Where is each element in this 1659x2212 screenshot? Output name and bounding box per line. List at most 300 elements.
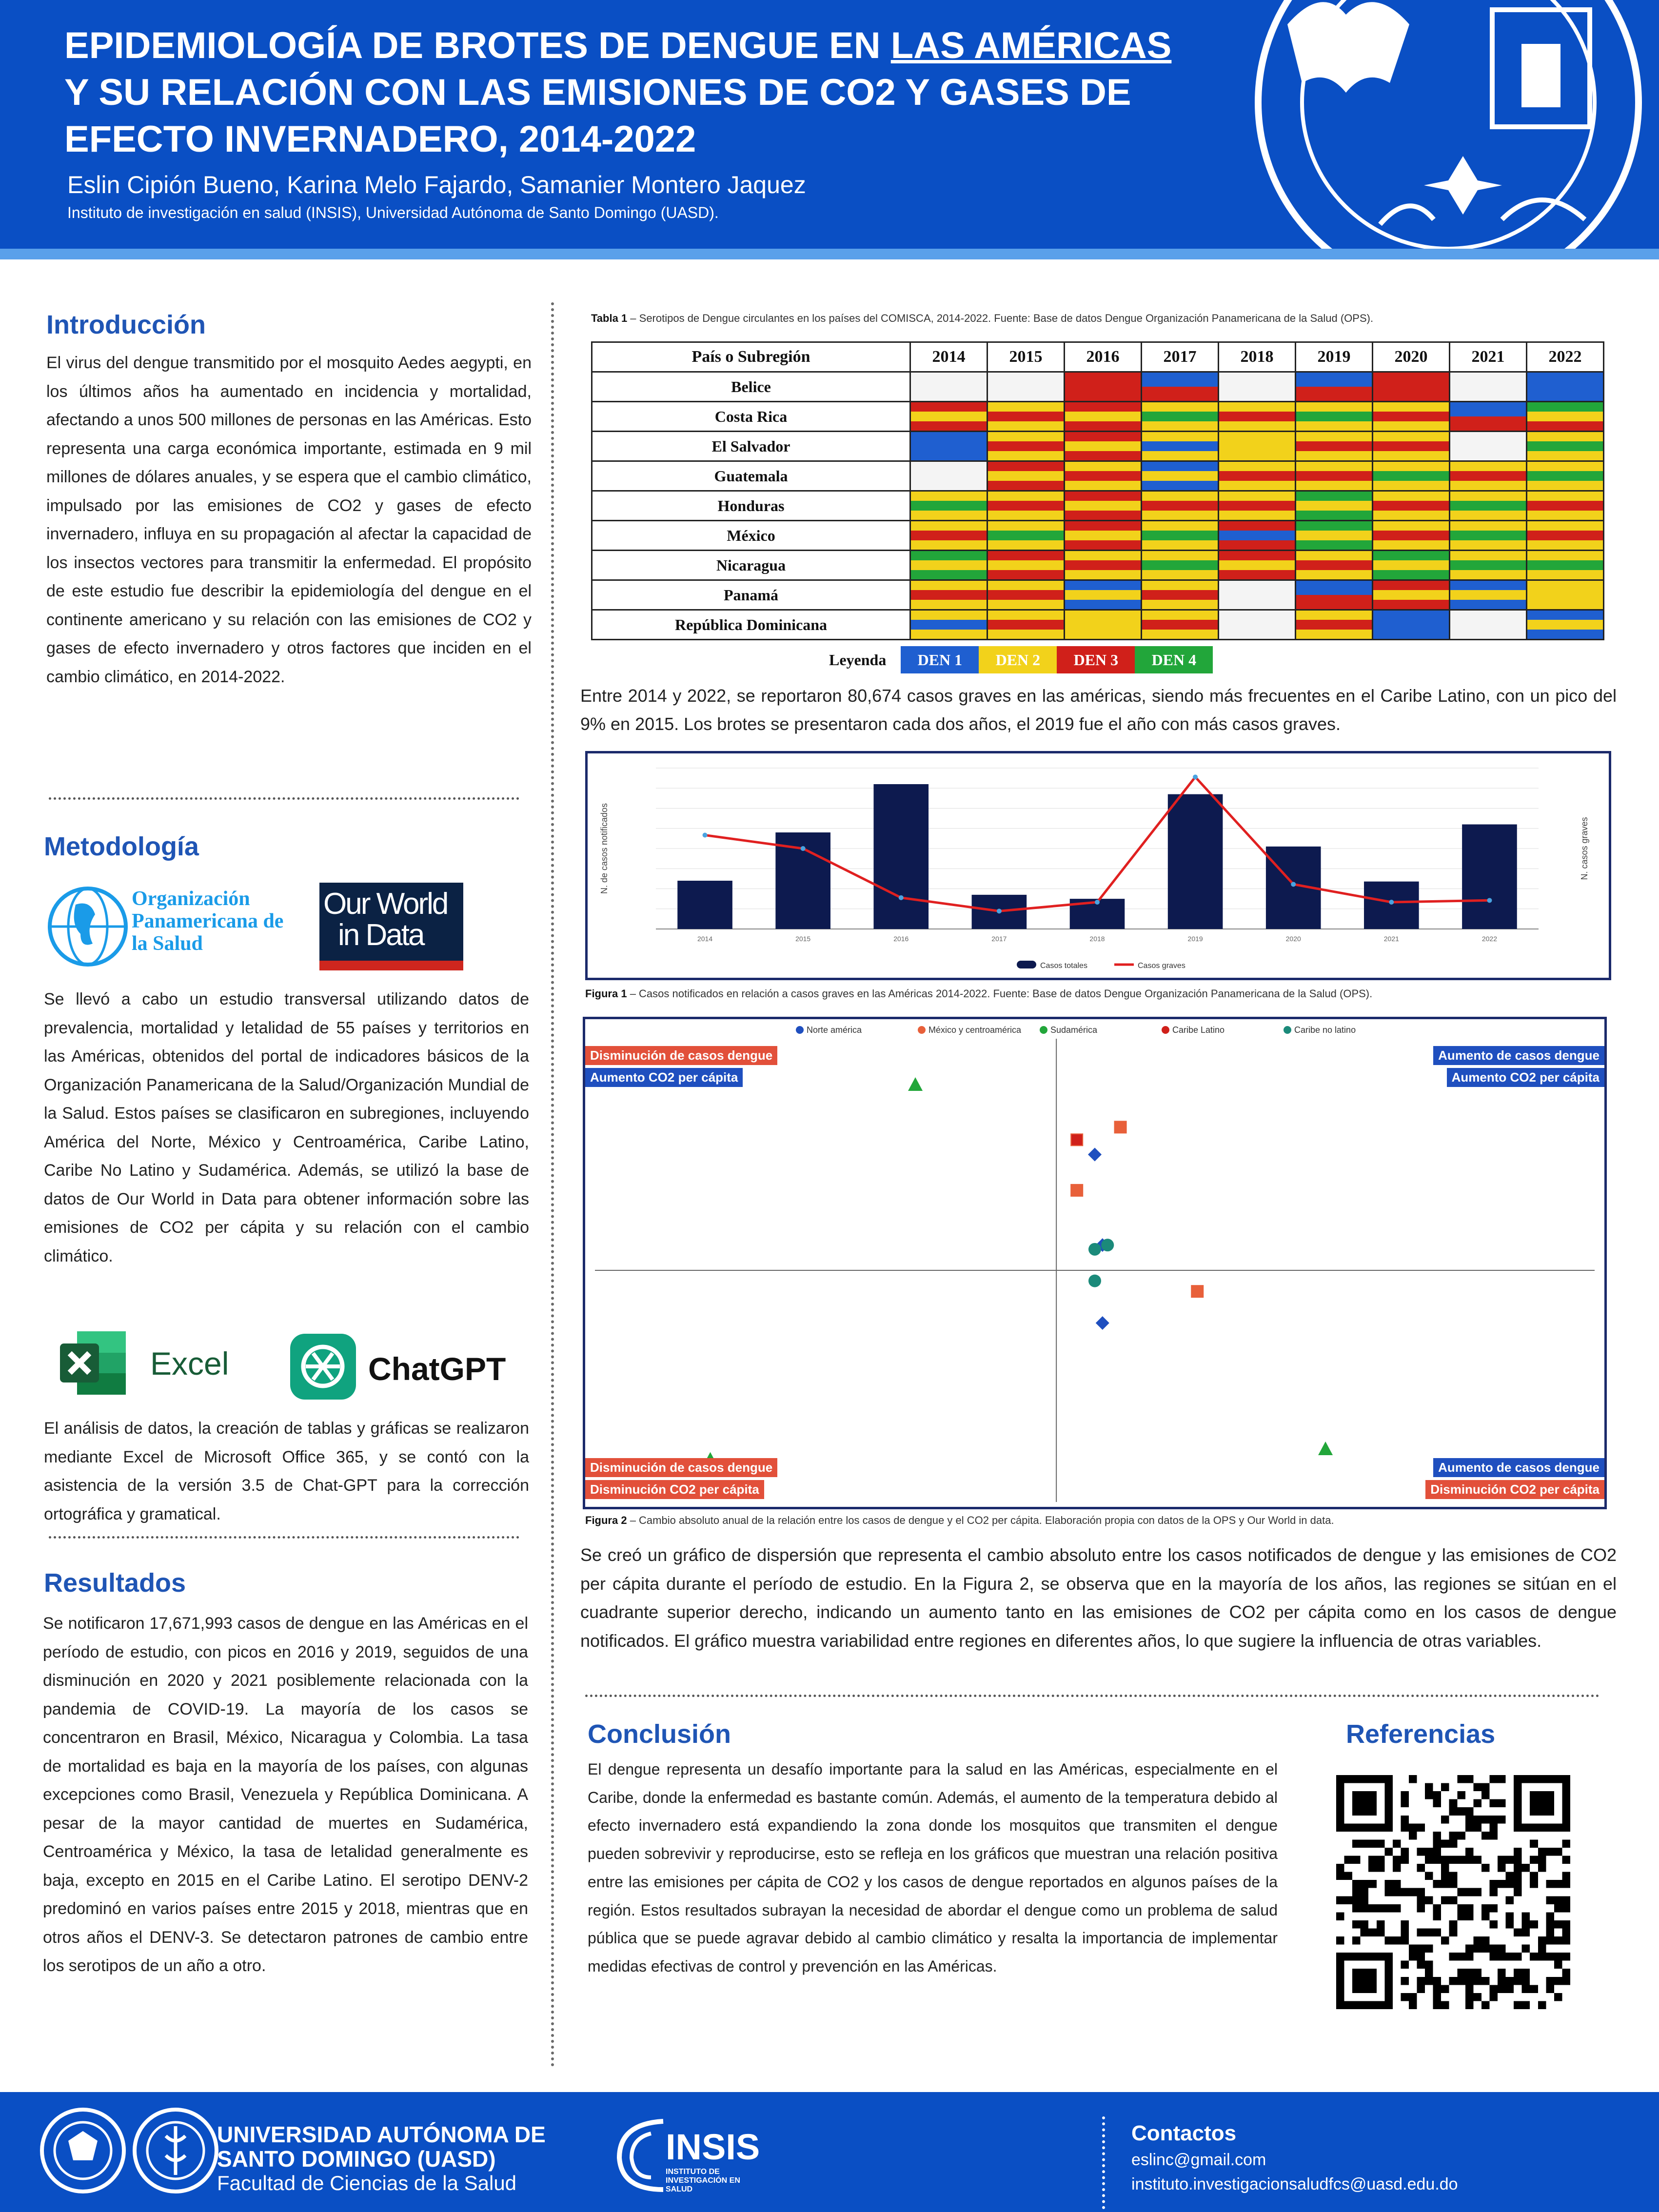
serotype-stripe (1065, 492, 1141, 501)
serotype-stripe (1296, 373, 1372, 387)
serotype-stripe (1373, 492, 1449, 501)
serotype-stripe (1296, 611, 1372, 620)
legend-bar-label: Casos totales (1040, 962, 1087, 970)
serotype-stripe (1142, 590, 1218, 599)
serotype-cell (1450, 461, 1527, 491)
serotype-cell (1450, 432, 1527, 461)
serotype-stripe (1373, 441, 1449, 451)
line-point (1291, 882, 1296, 887)
legend-marker (1040, 1026, 1047, 1034)
serotype-stripe (1219, 581, 1295, 609)
qr-module (1401, 1856, 1409, 1864)
serotype-stripe (1142, 560, 1218, 570)
qr-module (1425, 1848, 1433, 1856)
qr-module (1377, 1904, 1385, 1913)
qr-module (1336, 1896, 1344, 1904)
qr-module (1425, 1856, 1433, 1864)
serotype-stripe (1065, 501, 1141, 510)
serotype-stripe (1065, 481, 1141, 490)
serotype-cell (1296, 432, 1373, 461)
serotype-stripe (1142, 630, 1218, 639)
scatter-point (1071, 1134, 1082, 1145)
qr-module (1522, 1928, 1530, 1936)
qr-module (1546, 1912, 1554, 1920)
serotype-stripe (1219, 521, 1295, 531)
qr-module (1417, 1977, 1425, 1985)
table1-caption (591, 312, 1615, 325)
serotype-stripe (988, 531, 1064, 540)
qr-module (1489, 1832, 1498, 1840)
title-line-1: EPIDEMIOLOGÍA DE BROTES DE DENGUE EN (64, 25, 891, 66)
legend-label: México y centroamérica (928, 1025, 1022, 1035)
serotype-stripe (1065, 611, 1141, 639)
qr-module (1417, 1985, 1425, 1993)
serotype-stripe (1373, 412, 1449, 421)
serotype-stripe (1142, 570, 1218, 579)
serotype-stripe (1450, 531, 1526, 540)
serotype-stripe (911, 630, 987, 639)
serotype-cell (1219, 372, 1296, 402)
ops-logo-text: Organización Panamericana de la Salud (132, 888, 284, 955)
serotype-stripe (988, 451, 1064, 460)
globe-icon (46, 885, 129, 968)
scatter-point (1070, 1184, 1083, 1197)
qr-module (1449, 1953, 1458, 1961)
serotype-stripe (988, 600, 1064, 609)
intro-heading: Introducción (46, 310, 206, 339)
serotype-stripe (1527, 560, 1603, 570)
qr-module (1562, 1969, 1570, 1977)
serotype-legend (829, 646, 1213, 673)
serotype-cell (1065, 432, 1142, 461)
serotype-stripe (1373, 570, 1449, 579)
qr-module (1514, 1928, 1522, 1936)
serotype-stripe (911, 600, 987, 609)
figure1-caption-label: Figura 1 (585, 988, 627, 1000)
title-line-3: EFECTO INVERNADERO, 2014-2022 (64, 118, 696, 160)
qr-module (1409, 1945, 1417, 1953)
ops-logo (46, 883, 285, 973)
serotype-stripe (911, 402, 987, 412)
qr-module (1352, 1888, 1361, 1896)
methods-heading: Metodología (44, 832, 199, 861)
serotype-stripe (1065, 521, 1141, 531)
qr-module (1441, 1936, 1449, 1945)
qr-module (1465, 1823, 1474, 1832)
qr-module (1417, 1848, 1425, 1856)
qr-module (1417, 1888, 1425, 1896)
serotype-stripe (911, 540, 987, 550)
x-tick-label: 2021 (1383, 935, 1399, 943)
qr-module (1417, 1928, 1425, 1936)
qr-module (1506, 1872, 1514, 1880)
qr-module (1562, 1953, 1570, 1961)
qr-module (1336, 1912, 1344, 1920)
figure2-caption-text: – Cambio absoluto anual de la relación entre los casos de dengue y el CO2 per cápita. Elaboración propia con datos de la OPS y Our World in data. (627, 1514, 1334, 1526)
qr-module (1457, 1832, 1465, 1840)
figure1-caption-text: – Casos notificados en relación a casos graves en las Américas 2014-2022. Fuente: Base de datos Dengue Organización Panamericana de la Salud (OPS). (627, 988, 1373, 1000)
qr-module (1361, 1888, 1369, 1896)
qr-module (1465, 1993, 1474, 2001)
qr-module (1489, 1823, 1498, 1832)
serotype-stripe (1450, 611, 1526, 639)
serotype-stripe (1065, 462, 1141, 471)
serotype-stripe (1527, 373, 1603, 401)
serotype-stripe (1373, 560, 1449, 570)
qr-module (1441, 1864, 1449, 1872)
serotype-stripe (1527, 581, 1603, 609)
owid-logo-bar (319, 961, 463, 970)
qr-module (1425, 1928, 1433, 1936)
methods-text-1: Se llevó a cabo un estudio transversal utilizando datos de prevalencia, mortalidad y letalidad de 55 países y territorios en las Américas, obtenidos del portal de indicadores básicos de la Organización Panamericana de la Salud/Organización Mundial de la Salud. Estos países se clasificaron en subregiones, incluyendo América del Norte, México y Centroamérica, Caribe Latino, Caribe No Latino y Sudamérica. Además, se utilizó la base de datos de Our World in Data para obtener información sobre las emisiones de CO2 per cápita y su relación con el cambio climático. (44, 990, 529, 1265)
serotype-stripe (988, 432, 1064, 441)
qr-module (1457, 1807, 1465, 1816)
serotype-cell (1142, 580, 1219, 610)
table-row (592, 402, 1604, 432)
qr-module (1481, 1945, 1490, 1953)
serotype-stripe (1373, 611, 1449, 639)
qr-module (1433, 1799, 1442, 1808)
qr-module (1441, 1839, 1449, 1848)
footer-uni-line-1: UNIVERSIDAD AUTÓNOMA DE (217, 2122, 546, 2147)
table-header-year: 2017 (1142, 342, 1219, 372)
serotype-cell (1219, 521, 1296, 551)
qr-module (1489, 1985, 1498, 1993)
serotype-stripe (1065, 590, 1141, 599)
serotype-stripe (1373, 521, 1449, 531)
serotype-stripe (1450, 402, 1526, 416)
qr-module (1546, 1977, 1554, 1985)
qr-module (1481, 1832, 1490, 1840)
qr-module (1522, 2001, 1530, 2009)
serotype-cell (988, 372, 1065, 402)
serotype-cell (1527, 551, 1604, 580)
qr-module (1522, 1864, 1530, 1872)
serotype-cell (1219, 461, 1296, 491)
qr-code-icon[interactable] (1336, 1775, 1570, 2009)
serotype-stripe (1296, 462, 1372, 471)
qr-module (1457, 1912, 1465, 1920)
serotype-cell (1450, 521, 1527, 551)
excel-icon (58, 1326, 131, 1400)
serotype-stripe (1296, 531, 1372, 540)
qr-module (1401, 1888, 1409, 1896)
serotype-cell (1296, 372, 1373, 402)
serotype-stripe (1296, 521, 1372, 531)
serotype-cell (1142, 372, 1219, 402)
serotype-stripe (1450, 551, 1526, 560)
serotype-stripe (1527, 611, 1603, 620)
serotype-stripe (1527, 540, 1603, 550)
qr-module (1514, 1848, 1522, 1856)
serotype-stripe (911, 521, 987, 531)
serotype-stripe (1296, 511, 1372, 520)
qr-module (1489, 1953, 1498, 1961)
scatter-point (1088, 1243, 1101, 1256)
qr-module (1393, 1880, 1401, 1888)
serotype-stripe (1065, 511, 1141, 520)
serotype-stripe (1296, 412, 1372, 421)
serotype-cell (1450, 551, 1527, 580)
qr-module (1562, 1896, 1570, 1904)
qr-module (1473, 1888, 1481, 1896)
figure1-caption (585, 988, 1609, 1000)
qr-module (1506, 1985, 1514, 1993)
qr-module (1481, 2001, 1490, 2009)
serotype-cell (1142, 432, 1219, 461)
serotype-cell (1065, 580, 1142, 610)
contact-email-1[interactable]: eslinc@gmail.com (1131, 2151, 1266, 2169)
qr-module (1498, 1799, 1506, 1808)
table-header-year: 2022 (1527, 342, 1604, 372)
qr-module (1554, 1953, 1562, 1961)
legend-item: DEN 3 (1057, 646, 1135, 673)
qr-module (1417, 1904, 1425, 1913)
serotype-cell (1296, 580, 1373, 610)
qr-module (1554, 1961, 1562, 1969)
line-point (1487, 898, 1492, 903)
qr-module (1498, 1864, 1506, 1872)
qr-module (1514, 1856, 1522, 1864)
scatter-point (1088, 1148, 1102, 1162)
legend-marker (1284, 1026, 1291, 1034)
scatter-point (908, 1077, 923, 1091)
scatter-point (1318, 1442, 1333, 1455)
qr-module (1393, 1936, 1401, 1945)
serotype-stripe (1296, 620, 1372, 629)
serotype-stripe (1296, 481, 1372, 490)
uasd-seal-icon (39, 2107, 127, 2194)
qr-module (1546, 1936, 1554, 1945)
qr-module (1441, 2001, 1449, 2009)
serotype-stripe (1527, 412, 1603, 421)
title-line-1-underlined: LAS AMÉRICAS (890, 25, 1172, 66)
bar (1364, 882, 1419, 929)
serotype-stripe (1296, 432, 1372, 441)
serotype-stripe (988, 540, 1064, 550)
serotype-cell (1373, 432, 1450, 461)
serotype-cell (1527, 610, 1604, 640)
qr-module (1465, 1969, 1474, 1977)
qr-module (1457, 1953, 1465, 1961)
serotype-stripe (911, 501, 987, 510)
x-tick-label: 2018 (1089, 935, 1105, 943)
serotype-stripe (1450, 481, 1526, 490)
serotype-cell (1296, 551, 1373, 580)
qr-module (1538, 1953, 1546, 1961)
qr-module (1554, 1848, 1562, 1856)
serotype-stripe (1527, 492, 1603, 501)
serotype-cell (1219, 402, 1296, 432)
qr-module (1530, 1839, 1538, 1848)
serotype-stripe (1373, 451, 1449, 460)
qr-module (1506, 1953, 1514, 1961)
legend-item: DEN 4 (1135, 646, 1213, 673)
qr-module (1352, 1920, 1361, 1929)
serotype-stripe (1219, 462, 1295, 471)
table-country-cell: Costa Rica (592, 402, 910, 432)
authors: Eslin Cipión Bueno, Karina Melo Fajardo, Samanier Montero Jaquez (67, 171, 806, 198)
serotype-stripe (1219, 432, 1295, 460)
qr-module (1506, 1880, 1514, 1888)
serotype-stripe (1065, 540, 1141, 550)
serotype-stripe (1296, 540, 1372, 550)
qr-module (1433, 1791, 1442, 1799)
serotype-stripe (911, 373, 987, 401)
x-tick-label: 2015 (795, 935, 811, 943)
excel-label: Excel (150, 1345, 229, 1382)
qr-module (1401, 1823, 1409, 1832)
qr-module (1498, 1953, 1506, 1961)
qr-module (1417, 1896, 1425, 1904)
table-header-year: 2016 (1065, 342, 1142, 372)
qr-module (1546, 1880, 1554, 1888)
qr-module (1546, 1953, 1554, 1961)
qr-module (1393, 1856, 1401, 1864)
qr-module (1441, 1985, 1449, 1993)
qr-module (1441, 1872, 1449, 1880)
serotype-stripe (1296, 492, 1372, 501)
qr-module (1449, 1928, 1458, 1936)
qr-module (1384, 1936, 1393, 1945)
serotype-stripe (911, 590, 987, 599)
serotype-stripe (1450, 471, 1526, 480)
qr-module (1546, 1896, 1554, 1904)
qr-module (1417, 1823, 1425, 1832)
qr-module (1514, 1953, 1522, 1961)
qr-module (1465, 1977, 1474, 1985)
references-heading: Referencias (1346, 1719, 1496, 1749)
serotype-stripe (1065, 412, 1141, 421)
serotype-cell (1527, 491, 1604, 521)
footer-uni-line-3: Facultad de Ciencias de la Salud (217, 2172, 517, 2194)
x-tick-label: 2020 (1285, 935, 1301, 943)
quadrant-tl-label-2: Aumento CO2 per cápita (585, 1068, 743, 1087)
serotype-stripe (1373, 540, 1449, 550)
quadrant-br-label-2: Disminución CO2 per cápita (1425, 1480, 1604, 1499)
serotype-stripe (1296, 441, 1372, 451)
column-divider (551, 302, 557, 2068)
qr-module (1530, 1953, 1538, 1961)
qr-module (1514, 1888, 1522, 1896)
qr-module (1481, 1936, 1490, 1945)
qr-module (1489, 1799, 1498, 1808)
qr-module (1481, 1977, 1490, 1985)
table1-caption-label: Tabla 1 (591, 312, 628, 324)
serotype-stripe (988, 501, 1064, 510)
bar (873, 784, 928, 929)
qr-module (1473, 1945, 1481, 1953)
serotype-stripe (1065, 581, 1141, 590)
qr-module (1425, 1945, 1433, 1953)
serotype-stripe (1527, 630, 1603, 639)
qr-module (1368, 1880, 1377, 1888)
serotype-stripe (1142, 540, 1218, 550)
serotype-cell (1373, 610, 1450, 640)
contact-heading: Contactos (1131, 2121, 1237, 2145)
qr-module (1433, 1832, 1442, 1840)
serotype-stripe (1142, 481, 1218, 490)
conclusion-text: El dengue representa un desafío importante para la salud en las Américas, especialmente en el Caribe, donde la enfermedad es bastante común. Además, el aumento de la temperatura debido al efecto invernadero está expandiendo la zona donde los mosquitos que transmiten el dengue pueden sobrevivir y reproducirse, esto se refleja en los gráficos que muestran una relación positiva entre las emisiones per cápita de CO2 y los casos de dengue reportados en algunos países de la región. Estos resultados subrayan la necesidad de abordar el dengue como un problema de salud pública que se puede agravar debido al cambio climático y resalta la importancia de implementar medidas efectivas de control y prevención en las Américas. (588, 1760, 1278, 1975)
qr-module (1352, 1856, 1361, 1864)
serotype-stripe (1296, 630, 1372, 639)
serotype-stripe (1450, 511, 1526, 520)
serotype-cell (988, 402, 1065, 432)
bar (1462, 825, 1517, 929)
qr-module (1352, 1839, 1361, 1848)
qr-module (1489, 1888, 1498, 1896)
serotype-stripe (1219, 560, 1295, 570)
qr-module (1401, 1928, 1409, 1936)
serotype-cell (1296, 491, 1373, 521)
qr-module (1368, 1928, 1377, 1936)
serotype-stripe (1527, 620, 1603, 629)
qr-module (1473, 1823, 1481, 1832)
excel-logo (58, 1326, 238, 1400)
legend-marker (918, 1026, 926, 1034)
serotype-stripe (1527, 421, 1603, 431)
table-row (592, 580, 1604, 610)
qr-module (1465, 1888, 1474, 1896)
qr-module (1554, 1880, 1562, 1888)
contact-email-2[interactable]: instituto.investigacionsaludfcs@uasd.edu.do (1131, 2175, 1458, 2193)
serotype-cell (1527, 402, 1604, 432)
qr-module (1562, 1880, 1570, 1888)
methods-text-2: El análisis de datos, la creación de tablas y gráficas se realizaron mediante Excel de Microsoft Office 365, y se contó con la asistencia de la versión 3.5 de Chat-GPT para la corrección ortográfica y gramatical. (44, 1419, 529, 1523)
qr-module (1352, 1936, 1361, 1945)
serotype-cell (1065, 491, 1142, 521)
qr-module (1538, 1945, 1546, 1953)
qr-module (1465, 1985, 1474, 1993)
serotype-cell (1142, 491, 1219, 521)
qr-module (1449, 1839, 1458, 1848)
qr-module (1514, 1880, 1522, 1888)
serotype-stripe (1450, 501, 1526, 510)
serotype-stripe (1450, 600, 1526, 609)
qr-module (1401, 1961, 1409, 1969)
serotype-cell (1296, 610, 1373, 640)
insis-sublabel: INSTITUTO DE INVESTIGACIÓN EN SALUD (666, 2168, 740, 2193)
qr-module (1514, 1977, 1522, 1985)
serotype-cell (1527, 580, 1604, 610)
table-row (592, 491, 1604, 521)
serotype-cell (1219, 551, 1296, 580)
serotype-stripe (1065, 471, 1141, 480)
qr-module (1522, 1912, 1530, 1920)
serotype-cell (988, 610, 1065, 640)
qr-module (1554, 1993, 1562, 2001)
qr-module (1433, 1880, 1442, 1888)
serotype-stripe (988, 471, 1064, 480)
line-point (899, 895, 904, 900)
serotype-stripe (1219, 412, 1295, 421)
serotype-stripe (988, 421, 1064, 431)
qr-module (1401, 1816, 1409, 1824)
qr-module (1441, 1783, 1449, 1792)
table-country-cell: Guatemala (592, 461, 910, 491)
serotype-cell (1296, 521, 1373, 551)
serotype-stripe (1527, 511, 1603, 520)
qr-module (1498, 1880, 1506, 1888)
serotype-cell (1450, 372, 1527, 402)
qr-module (1401, 1920, 1409, 1929)
serotype-cell (988, 432, 1065, 461)
qr-finder-core (1352, 1791, 1377, 1816)
results-heading: Resultados (44, 1568, 186, 1598)
qr-module (1433, 1839, 1442, 1848)
x-tick-label: 2022 (1481, 935, 1498, 943)
x-tick-label: 2014 (697, 935, 713, 943)
